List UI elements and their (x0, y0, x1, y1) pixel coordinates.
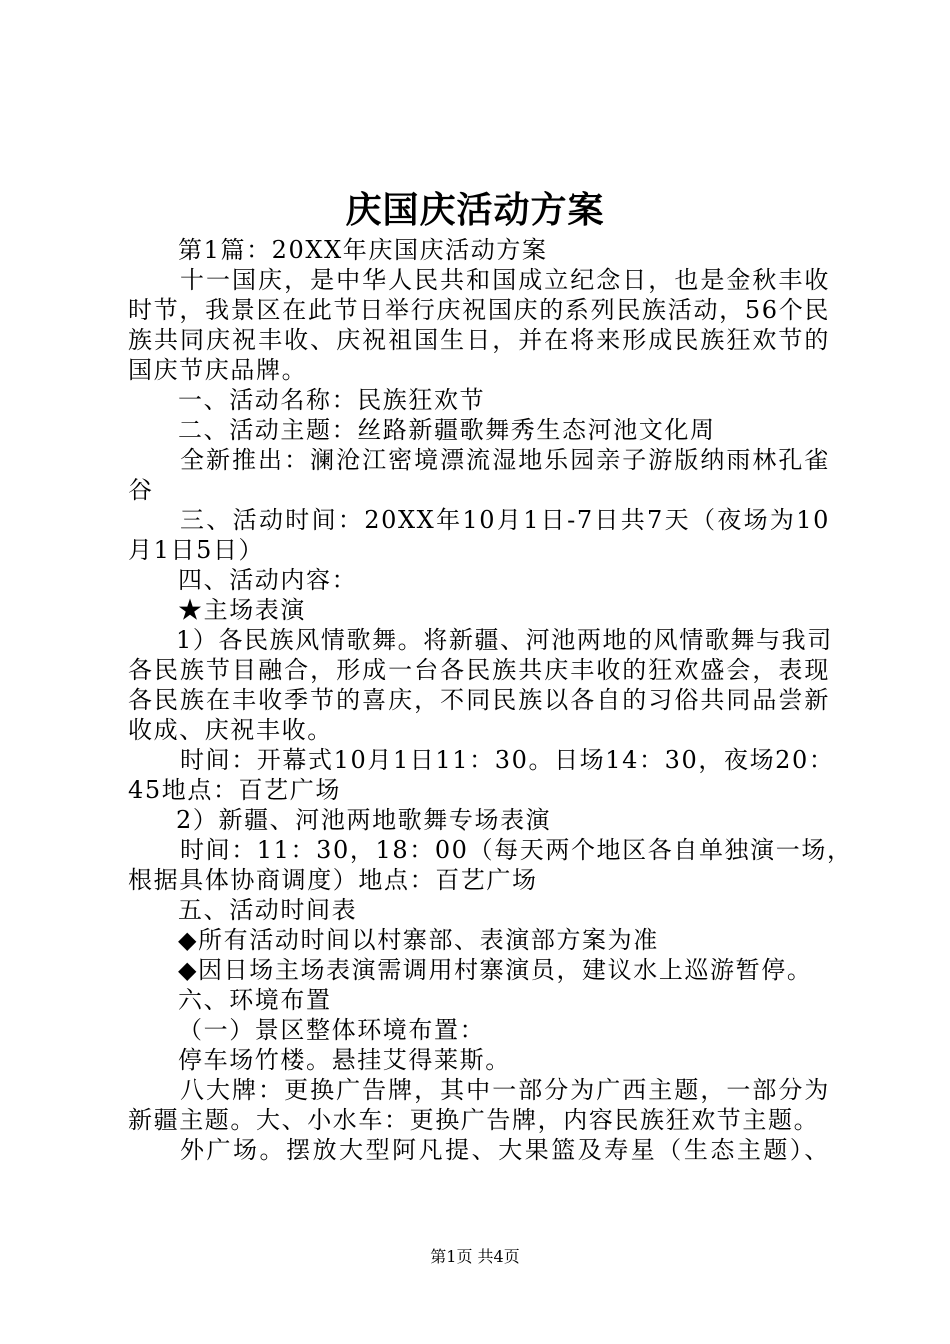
text-line: 国庆节庆品牌。 (128, 356, 308, 384)
text-line: 十一国庆，是中华人民共和国成立纪念日，也是金秋丰收 (180, 266, 830, 294)
text-line: 各民族节目融合，形成一台各民族共庆丰收的狂欢盛会，表现 (128, 656, 830, 684)
text-line: 时节，我景区在此节日举行庆祝国庆的系列民族活动，56个民 (128, 296, 830, 324)
text-line: 谷 (128, 476, 154, 504)
text-line: 外广场。摆放大型阿凡提、大果篮及寿星（生态主题）、 (180, 1136, 830, 1164)
text-line: 根据具体协商调度）地点：百艺广场 (128, 866, 538, 894)
page-footer: 第1页 共4页 (430, 1247, 520, 1266)
text-line: 八大牌：更换广告牌，其中一部分为广西主题，一部分为 (180, 1076, 830, 1104)
text-line: 五、活动时间表 (178, 896, 358, 924)
text-line: 六、环境布置 (178, 986, 332, 1014)
text-line: 月1日5日） (128, 536, 265, 564)
text-line: 停车场竹楼。悬挂艾得莱斯。 (178, 1046, 511, 1074)
text-line: ★主场表演 (178, 596, 306, 624)
text-line: 一、活动名称：民族狂欢节 (178, 386, 486, 414)
text-line: 四、活动内容： (178, 566, 358, 594)
text-line: ◆因日场主场表演需调用村寨演员，建议水上巡游暂停。 (178, 956, 813, 984)
text-line: 族共同庆祝丰收、庆祝祖国生日，并在将来形成民族狂欢节的 (128, 326, 830, 354)
text-line: 新疆主题。大、小水车：更换广告牌，内容民族狂欢节主题。 (128, 1106, 820, 1134)
text-line: 45地点：百艺广场 (128, 776, 341, 804)
text-line: ◆所有活动时间以村寨部、表演部方案为准 (178, 926, 659, 954)
text-line: （一）景区整体环境布置： (178, 1016, 486, 1044)
text-line: 2）新疆、河池两地歌舞专场表演 (176, 806, 552, 834)
document-title: 庆国庆活动方案 (345, 189, 605, 231)
text-line: 第1篇：20XX年庆国庆活动方案 (178, 236, 548, 264)
text-line: 时间：11：30，18：00（每天两个地区各自单独演一场， (180, 836, 853, 864)
text-line: 三、活动时间：20XX年10月1日-7日共7天（夜场为10 (180, 506, 830, 534)
text-line: 收成、庆祝丰收。 (128, 716, 333, 744)
text-line: 二、活动主题：丝路新疆歌舞秀生态河池文化周 (178, 416, 716, 444)
text-line: 各民族在丰收季节的喜庆，不同民族以各自的习俗共同品尝新 (128, 686, 830, 714)
text-line: 1）各民族风情歌舞。将新疆、河池两地的风情歌舞与我司 (176, 626, 833, 654)
text-line: 时间：开幕式10月1日11：30。日场14：30，夜场20： (180, 746, 835, 774)
text-line: 全新推出：澜沧江密境漂流湿地乐园亲子游版纳雨林孔雀 (180, 446, 830, 474)
